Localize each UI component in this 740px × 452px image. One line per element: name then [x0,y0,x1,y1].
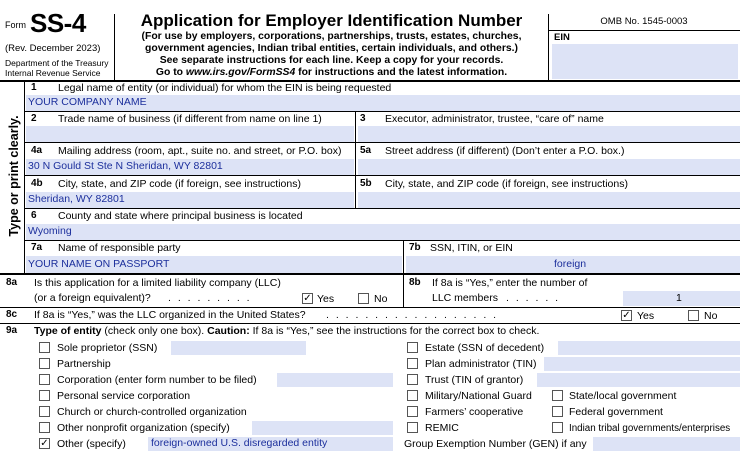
subtitle-line-2: government agencies, Indian tribal entities, certain individuals, and others.) [145,43,518,54]
federal-gov-label: Federal government [569,406,663,418]
line-4b-label: City, state, and ZIP code (if foreign, see instructions) [58,178,301,190]
q8c-label: If 8a is “Yes,” was the LLC organized in the United States? [34,309,306,321]
q8c-yes-label: Yes [637,310,655,322]
indian-tribal-label: Indian tribal governments/enterprises [569,423,731,434]
street-city-field[interactable] [358,192,740,208]
line-7b-number: 7b [409,242,421,253]
omb-number: OMB No. 1545-0003 [600,16,688,27]
line-5a-label: Street address (if different) (Don’t enter a P.O. box.) [385,145,625,157]
q8c-yes-checkbox[interactable]: ✓ [622,310,631,321]
personal-service-checkbox[interactable] [39,390,50,401]
q8b-label-1: If 8a is “Yes,” enter the number of [432,277,588,289]
corporation-label: Corporation (enter form number to be filed) [57,374,257,386]
military-label: Military/National Guard [425,390,532,402]
county-state-field[interactable] [26,224,740,240]
estate-ssn-field[interactable] [558,341,740,355]
street-address-field[interactable] [358,159,740,175]
indian-tribal-checkbox[interactable] [552,422,563,433]
responsible-party-value: YOUR NAME ON PASSPORT [28,258,170,270]
mailing-city-value: Sheridan, WY 82801 [28,193,125,205]
sole-proprietor-ssn-field[interactable] [171,341,306,355]
line-3-number: 3 [360,113,366,124]
gen-label: Group Exemption Number (GEN) if any [404,438,587,450]
church-label: Church or church-controlled organization [57,406,247,418]
mailing-address-field[interactable] [26,159,354,175]
q9a-number: 9a [6,325,18,336]
q8a-number: 8a [6,277,18,288]
responsible-party-field[interactable] [26,256,402,273]
sole-proprietor-checkbox[interactable] [39,342,50,353]
church-checkbox[interactable] [39,406,50,417]
subtitle-line-3: See separate instructions for each line. Keep a copy for your records. [159,55,504,66]
ssn-itin-ein-field[interactable] [406,256,740,273]
line-1-label: Legal name of entity (or individual) for whom the EIN is being requested [58,82,392,94]
trust-tin-field[interactable] [537,373,740,387]
county-state-value: Wyoming [28,225,72,237]
line-7a-label: Name of responsible party [58,242,181,254]
q8b-label-2: LLC members [432,292,498,304]
line-5b-number: 5b [360,178,372,189]
line-2-label: Trade name of business (if different from name on line 1) [58,113,322,125]
subtitle-line-4 [118,67,545,79]
state-local-gov-label: State/local government [569,390,677,402]
q9a-title-rest: (check only one box). [101,325,208,337]
line-5b-label: City, state, and ZIP code (if foreign, see instructions) [385,178,628,190]
q8b-number: 8b [409,277,421,288]
line-4a-number: 4a [31,145,43,156]
q8a-yes-label: Yes [317,293,335,305]
q8b-dots: . . . . . . [506,292,561,304]
dept-line-2: Internal Revenue Service [5,68,101,78]
line-6-label: County and state where principal business is located [58,210,303,222]
header-instructions [118,31,545,79]
q9a-caution-rest: If 8a is “Yes,” see the instructions for the correct box to check. [249,325,540,337]
q8a-no-label: No [374,293,388,305]
plan-admin-tin-field[interactable] [544,357,740,371]
llc-members-value: 1 [676,292,682,304]
form-number: SS-4 [30,8,86,38]
estate-label: Estate (SSN of decedent) [425,342,545,354]
trust-checkbox[interactable] [407,374,418,385]
q9a-title: Type of entity [34,325,102,337]
farmers-coop-checkbox[interactable] [407,406,418,417]
farmers-coop-label: Farmers’ cooperative [425,406,524,418]
other-specify-value: foreign-owned U.S. disregarded entity [151,437,328,449]
q8a-yes-checkbox[interactable]: ✓ [303,293,312,304]
url-prefix: Go to [155,67,186,78]
partnership-label: Partnership [57,358,111,370]
remic-label: REMIC [425,422,459,434]
q8a-no-checkbox[interactable] [358,293,369,304]
q9a-heading [34,325,539,337]
mailing-address-value: 30 N Gould St Ste N Sheridan, WY 82801 [28,160,223,172]
line-1-number: 1 [31,82,37,93]
federal-gov-checkbox[interactable] [552,406,563,417]
q8c-no-checkbox[interactable] [688,310,699,321]
form-title: Application for Employer Identification Number [140,11,523,30]
plan-admin-label: Plan administrator (TIN) [425,358,537,370]
ssn-itin-ein-value: foreign [554,258,587,270]
other-nonprofit-checkbox[interactable] [39,422,50,433]
line-4a-label: Mailing address (room, apt., suite no. and street, or P.O. box) [58,145,342,157]
subtitle-line-1: (For use by employers, corporations, partnerships, trusts, estates, churches, [141,31,522,42]
trust-label: Trust (TIN of grantor) [425,374,524,386]
other-specify-field[interactable] [148,437,393,451]
personal-service-label: Personal service corporation [57,390,191,402]
ein-field[interactable] [552,44,738,79]
other-nonprofit-label: Other nonprofit organization (specify) [57,422,230,434]
mailing-city-field[interactable] [26,192,354,208]
department [5,58,108,78]
ein-label: EIN [554,32,570,43]
line-2-number: 2 [31,113,37,124]
q8c-dots: . . . . . . . . . . . . . . . . . . [326,309,499,321]
other-specify-checkbox[interactable]: ✓ [40,438,49,449]
line-5a-number: 5a [360,145,372,156]
q8c-no-label: No [704,310,718,322]
line-7b-label: SSN, ITIN, or EIN [430,242,513,254]
sole-proprietor-label: Sole proprietor (SSN) [57,342,158,354]
estate-checkbox[interactable] [407,342,418,353]
military-checkbox[interactable] [407,390,418,401]
other-specify-label: Other (specify) [57,438,126,450]
corporation-form-field[interactable] [277,373,393,387]
q8a-label-2: (or a foreign equivalent)? [34,292,151,304]
other-nonprofit-field[interactable] [252,421,393,435]
type-or-print-label: Type or print clearly. [7,115,21,237]
line-7a-number: 7a [31,242,43,253]
revision: (Rev. December 2023) [5,43,101,54]
irs-link[interactable]: www.irs.gov/FormSS4 [185,67,296,78]
legal-name-field[interactable] [26,95,740,111]
q8a-dots: . . . . . . . . . [168,292,252,304]
line-6-number: 6 [31,210,37,221]
q8a-label-1: Is this application for a limited liability company (LLC) [34,277,281,289]
legal-name-value: YOUR COMPANY NAME [28,96,147,108]
form-label: Form [5,20,26,30]
line-3-label: Executor, administrator, trustee, “care of” name [385,113,604,125]
line-4b-number: 4b [31,178,43,189]
trade-name-field[interactable] [26,126,354,142]
plan-admin-checkbox[interactable] [407,358,418,369]
executor-name-field[interactable] [358,126,740,142]
q9a-caution: Caution: [207,325,250,337]
partnership-checkbox[interactable] [39,358,50,369]
q8c-number: 8c [6,309,18,320]
dept-line-1: Department of the Treasury [5,58,109,68]
gen-field[interactable] [593,437,740,451]
url-suffix: for instructions and the latest information. [295,67,508,78]
state-local-gov-checkbox[interactable] [552,390,563,401]
remic-checkbox[interactable] [407,422,418,433]
llc-members-field[interactable] [623,291,740,306]
corporation-checkbox[interactable] [39,374,50,385]
